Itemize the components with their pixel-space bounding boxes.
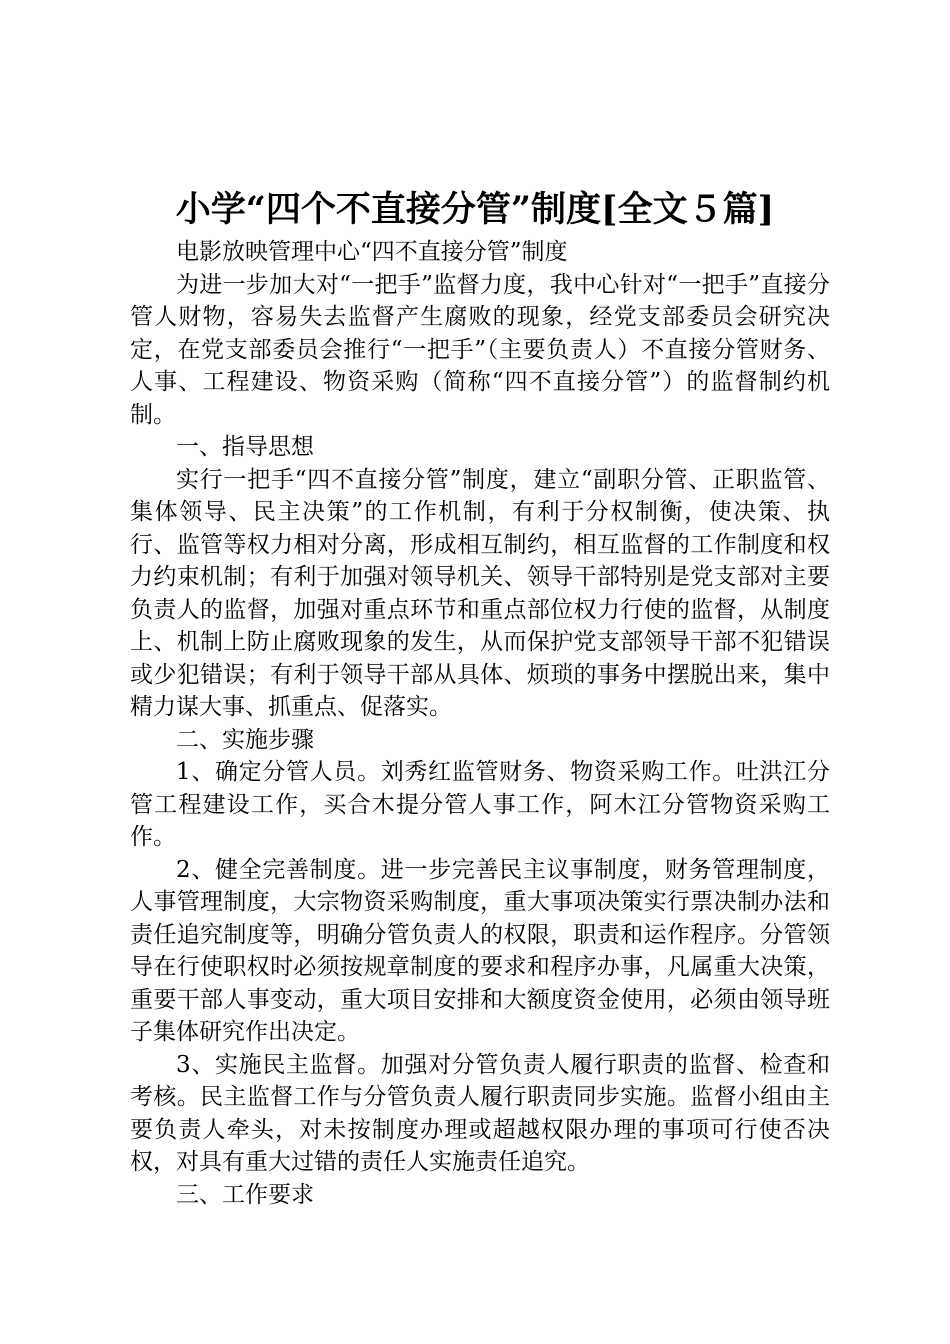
section-heading-guiding-ideology: 一、指导思想 (176, 434, 314, 460)
section-heading-work-requirements: 三、工作要求 (176, 1181, 314, 1208)
document-body (130, 236, 830, 1211)
paragraph-step-3: 3、实施民主监督。加强对分管负责人履行职责的监督、检查和考核。民主监督工作与分管负责人履行职责同步实施。监督小组由主要负责人牵头，对未按制度办理或超越权限办理的事项可行使否决权，对具有重大过错的责任人实施责任追究。 (130, 1051, 830, 1175)
paragraph-step-1: 1、确定分管人员。刘秀红监管财务、物资采购工作。吐洪江分管工程建设工作，买合木提分管人事工作，阿木江分管物资采购工作。 (130, 759, 830, 850)
section-heading-implementation-steps: 二、实施步骤 (176, 726, 314, 753)
paragraph-step-2: 2、健全完善制度。进一步完善民主议事制度，财务管理制度，人事管理制度，大宗物资采购制度，重大事项决策实行票决制办法和责任追究制度等，明确分管负责人的权限，职责和运作程序。分管领导在行使职权时必须按规章制度的要求和程序办事，凡属重大决策，重要干部人事变动，重大项目安排和大额度资金使用，必须由领导班子集体研究作出决定。 (130, 856, 830, 1045)
paragraph-subtitle: 电影放映管理中心“四不直接分管”制度 (176, 239, 568, 265)
paragraph-intro: 为进一步加大对“一把手”监督力度，我中心针对“一把手”直接分管人财物，容易失去监督产生腐败的现象，经党支部委员会研究决定，在党支部委员会推行“一把手”（主要负责人）不直接分管财务、人事、工程建设、物资采购（简称“四不直接分管”）的监督制约机制。 (130, 271, 830, 428)
document-title: 小学“四个不直接分管”制度[全文５篇] (175, 189, 775, 230)
paragraph-guiding-ideology: 实行一把手“四不直接分管”制度，建立“副职分管、正职监管、集体领导、民主决策”的工作机制，有利于分权制衡，使决策、执行、监管等权力相对分离，形成相互制约，相互监督的工作制度和权力约束机制；有利于加强对领导机关、领导干部特别是党支部对主要负责人的监督，加强对重点环节和重点部位权力行使的监督，从制度上、机制上防止腐败现象的发生，从而保护党支部领导干部不犯错误或少犯错误；有利于领导干部从具体、烦琐的事务中摆脱出来，集中精力谋大事、抓重点、促落实。 (130, 466, 830, 720)
